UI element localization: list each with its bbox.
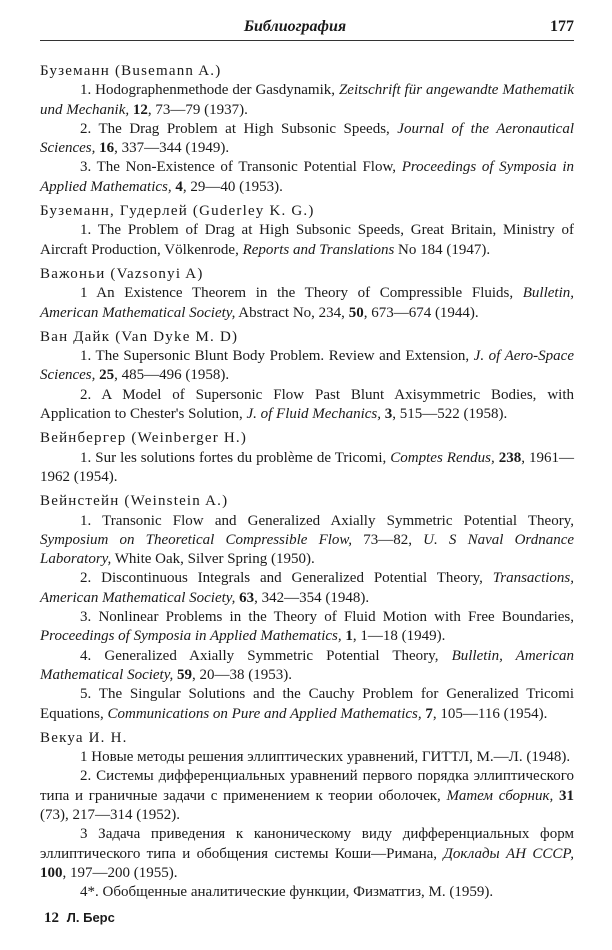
entry-text: 1. Sur les solutions fortes du problème de Tricomi, [80,449,391,466]
bibliography-entry [40,685,574,724]
entry-text: , 337—344 (1949). [114,140,230,157]
entry-volume: 7 [425,705,433,722]
entry-text: 1. Hodographenmethode der Gasdynamik, [80,82,339,99]
entry-italic-text: Symposium on Theoretical Compressible Flow, [40,531,353,548]
bibliography-entry [40,158,574,197]
entry-italic-text: Матем сборник, [446,787,559,804]
entry-text: 2. Discontinuous Integrals and Generalized Potential Theory, [80,570,493,587]
entry-italic-text: Proceedings of Symposia in Applied Mathematics, [40,628,346,645]
entry-text: 3. Nonlinear Problems in the Theory of Fluid Motion with Free Boundaries, [80,609,574,626]
author-heading: Буземанн (Busemann A.) [40,63,222,79]
entry-text: Abstract No, 234, [235,304,349,321]
entry-italic-text: Transactions, American Mathematical Society, [40,570,574,606]
entry-volume: 1 [345,628,353,645]
bibliography-entry [40,512,574,570]
entry-italic-text: J. of Aero-Space Sciences, [40,348,574,384]
entry-volume: 25 [99,367,115,384]
entry-text: , 197—200 (1955). [62,864,178,881]
entry-italic-text: Journal of the Aeronautical Sciences, [40,120,574,157]
entry-text: 1. The Supersonic Blunt Body Problem. Review and Extension, [80,348,474,365]
entry-text: 2. A Model of Supersonic Flow Past Blunt Axisymmetric Bodies, with Application to Chester's Solution, [40,386,574,423]
entry-text: (73), 217—314 (1952). [40,806,180,823]
author-heading: Буземанн, Гудерлей (Guderley K. G.) [40,203,315,220]
entry-italic-text: Comptes Rendus, [390,449,499,466]
entry-text: No 184 (1947). [394,241,491,258]
entry-volume: 100 [40,864,63,881]
entry-italic-text: Proceedings of Symposia in Applied Mathematics, [40,159,574,195]
entry-volume: 16 [99,140,115,157]
author-heading: Вейнбергер (Weinberger H.) [40,430,248,447]
bibliography-entry [40,386,574,425]
entry-text: 1. Transonic Flow and Generalized Axially Symmetric Potential Theory, [80,512,574,529]
entry-volume: 50 [348,304,364,321]
author-heading: Вейнстейн (Weinstein A.) [40,493,229,510]
entry-text: 73—82, [352,531,424,548]
entry-volume: 63 [239,589,255,606]
bibliography-entry [40,81,574,120]
bibliography-entry [40,347,574,386]
entry-text: 4. Generalized Axially Symmetric Potential Theory, [80,647,452,664]
entry-italic-text: Communications on Pure and Applied Mathematics, [107,705,426,722]
signature-name: Л. Берс [66,910,115,925]
bibliography-list [40,62,574,902]
entry-text: , 485—496 (1958). [114,367,230,384]
bibliography-entry [40,647,574,686]
bibliography-entry [40,825,574,883]
bibliography-entry [40,748,574,767]
entry-text: 3 Задача приведения к каноническому виду дифференциальных форм эллиптического типа и обобщения системы Коши—Римана, [40,826,574,862]
entry-text: , 673—674 (1944). [363,304,479,321]
author-heading: Векуа И. Н. [40,729,128,746]
page-header [40,18,574,41]
author-heading: Важоньи (Vazsonyi A) [40,265,204,282]
entry-text: White Oak, Silver Spring (1950). [111,551,315,568]
entry-text: 1. The Problem of Drag at High Subsonic Speeds, Great Britain, Ministry of Aircraft Production, Völkenrode, [40,222,574,258]
entry-italic-text: U. S Naval Ordnance Laboratory, [40,531,575,568]
signature-number: 12 [44,910,59,926]
entry-italic-text: J. of Fluid Mechanics, [246,406,385,423]
entry-volume: 238 [498,449,522,466]
bibliography-entry [40,767,574,825]
bibliography-entry [40,221,574,260]
entry-text: 1 Новые методы решения эллиптических уравнений, ГИТТЛ, М.—Л. (1948). [80,749,571,766]
running-title: Библиография [243,18,347,35]
entry-italic-text: Bulletin, American Mathematical Society, [40,647,574,683]
bibliography-entry [40,449,574,488]
entry-text: 5. The Singular Solutions and the Cauchy Problem for Generalized Tricomi Equations, [40,686,574,722]
entry-text: , 73—79 (1937). [147,101,248,118]
printer-signature [44,910,115,927]
bibliography-entry [40,883,574,902]
bibliography-entry [40,608,574,647]
page-number: 177 [550,18,574,35]
bibliography-entry [40,120,574,159]
author-heading: Ван Дайк (Van Dyke M. D) [40,328,239,345]
entry-volume: 59 [177,666,193,683]
entry-volume: 4 [175,178,183,195]
entry-text: , 342—354 (1948). [254,589,370,606]
entry-text: 1 An Existence Theorem in the Theory of Compressible Fluids, [80,285,523,302]
entry-text: 2. Системы дифференциальных уравнений первого порядка эллиптического типа и граничные задачи с применением к теории оболочек, [40,768,574,804]
entry-text: , 1961—1962 (1954). [40,449,574,485]
entry-text: 3. The Non-Existence of Transonic Potential Flow, [80,159,402,176]
bibliography-entry [40,569,574,608]
entry-text: , 29—40 (1953). [182,178,283,195]
entry-text: , 20—38 (1953). [192,666,293,683]
entry-text: , 1—18 (1949). [352,628,446,645]
bibliography-entry [40,284,574,323]
entry-italic-text: Zeitschrift für angewandte Mathematik und Mechanik, [40,82,574,118]
entry-text: , 105—116 (1954). [432,705,548,722]
entry-italic-text: Доклады АН СССР, [443,845,574,862]
entry-text: 4*. Обобщенные аналитические функции, Физматгиз, М. (1959). [80,884,494,901]
entry-italic-text: Reports and Translations [242,241,395,258]
entry-text: 2. The Drag Problem at High Subsonic Speeds, [80,120,398,137]
entry-volume: 12 [132,101,148,118]
entry-text: , 515—522 (1958). [392,406,508,423]
entry-volume: 31 [559,787,574,804]
entry-italic-text: Bulletin, American Mathematical Society, [40,285,574,321]
entry-volume: 3 [384,406,393,423]
